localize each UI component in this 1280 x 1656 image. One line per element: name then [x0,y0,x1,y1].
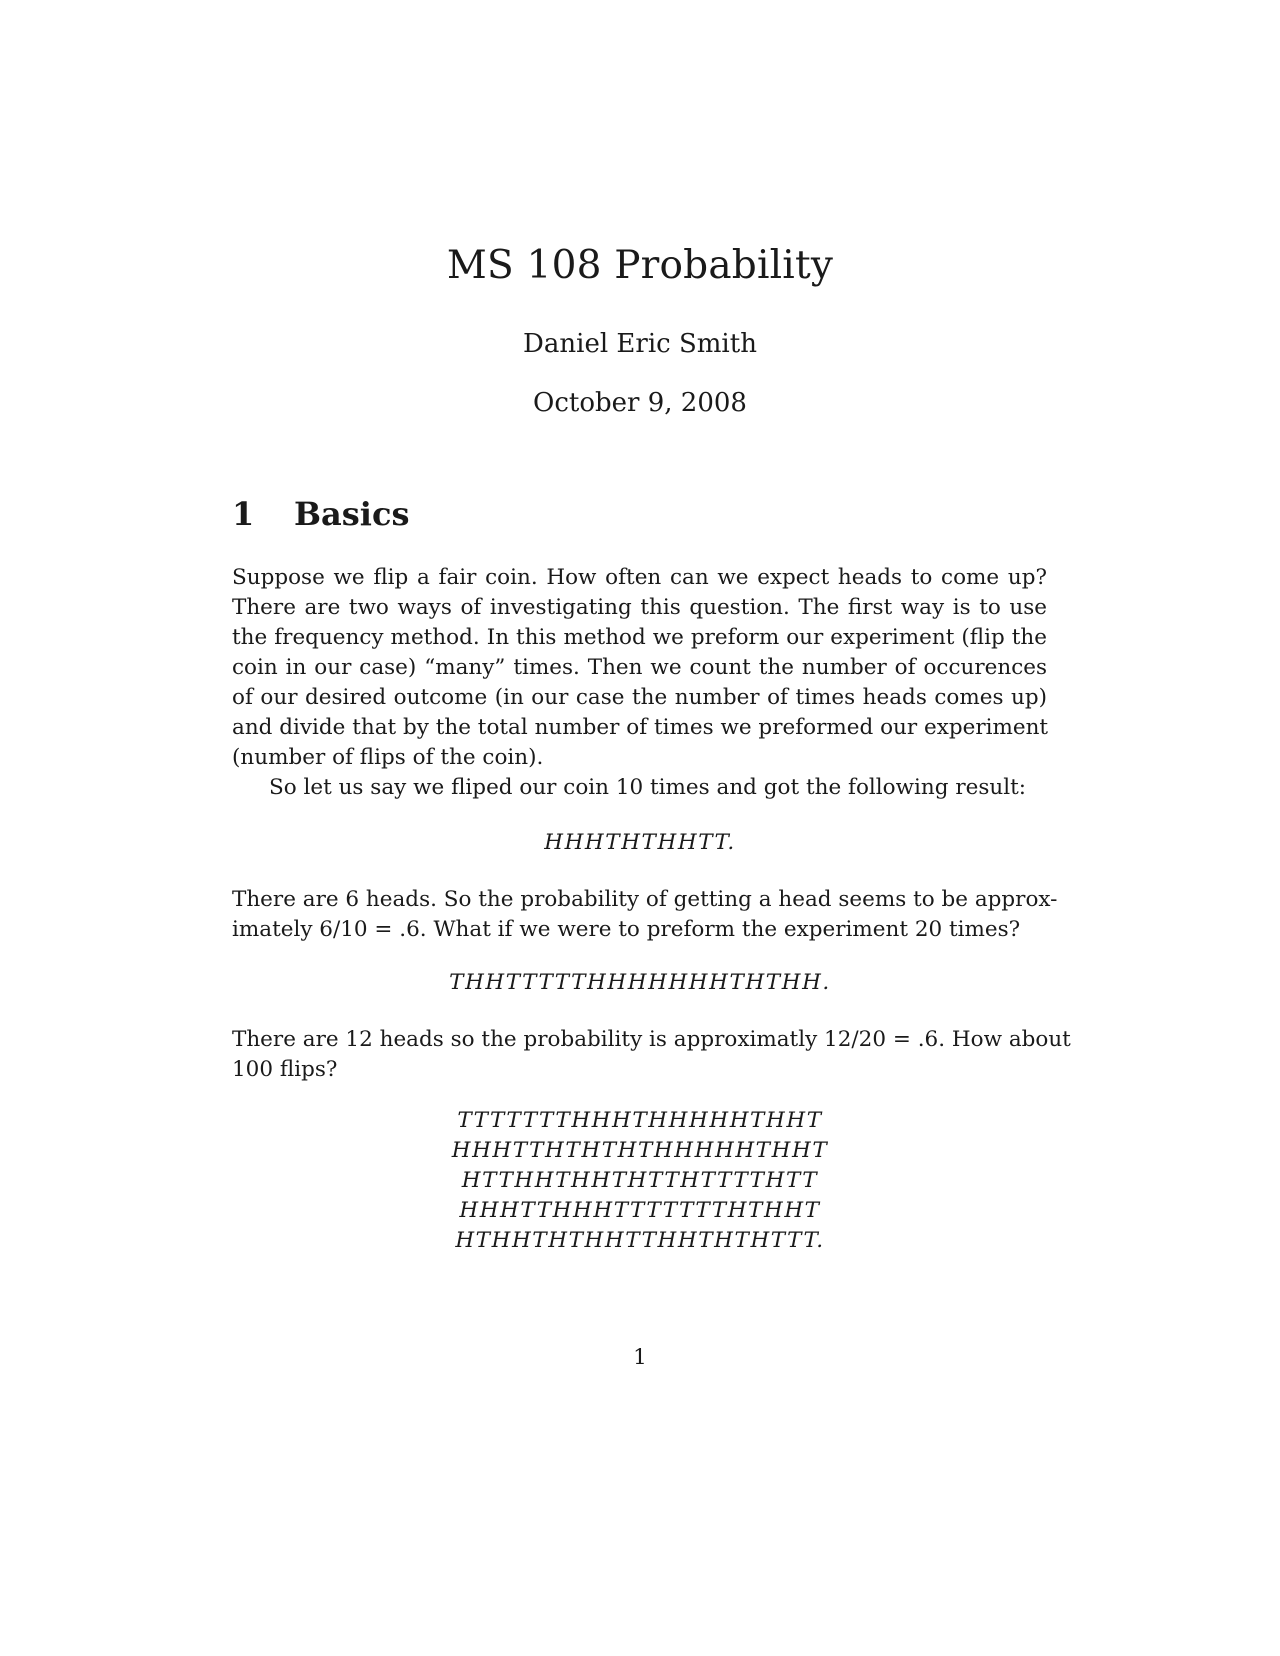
section-number: 1 [232,495,255,533]
sequence-10-flips: HHHTHTHHTT. [544,830,736,855]
paragraph-ten-flips [232,885,1058,945]
paragraph-line: the frequency method. In this method we preform our experiment (flip the [232,625,1047,650]
paragraph-intro [232,563,1047,803]
sequence-20-flips: THHTTTTTHHHHHHHTHTHH. [449,970,831,995]
sequence-row: TTTTTTTHHHTHHHHHTHHT [457,1108,823,1133]
paragraph-line: imately 6/10 = .6. What if we were to preform the experiment 20 times? [232,917,1021,942]
paragraph-line: There are two ways of investigating this question. The first way is to use [232,595,1047,620]
paragraph-line: 100 flips? [232,1057,338,1082]
document-title: MS 108 Probability [446,243,834,288]
sequence-row: HTTHHTHHTHTTHTTTTHTT [461,1168,819,1193]
paragraph-line: coin in our case) “many” times. Then we count the number of occurences [232,655,1047,680]
sequence-row: HHHTTHHHTTTTTTTHTHHT [459,1198,821,1223]
paragraph-line: There are 6 heads. So the probability of getting a head seems to be approx- [232,887,1058,912]
page-number: 1 [633,1345,647,1370]
paragraph-line: of our desired outcome (in our case the number of times heads comes up) [232,685,1047,710]
paragraph-line: So let us say we fliped our coin 10 times and got the following result: [269,775,1026,800]
section-title: Basics [294,495,410,533]
sequence-row: HTHHTHTHHTTHHTHTHTTT. [455,1228,825,1253]
document-author: Daniel Eric Smith [523,329,757,359]
paragraph-line: Suppose we flip a fair coin. How often can we expect heads to come up? [232,565,1047,590]
paragraph-line: (number of flips of the coin). [232,745,544,770]
paragraph-twenty-flips [232,1025,1071,1085]
paragraph-line: There are 12 heads so the probability is approximatly 12/20 = .6. How about [232,1027,1071,1052]
paragraph-line: and divide that by the total number of times we preformed our experiment [232,715,1049,740]
sequence-row: HHHTTHTHTHTHHHHHTHHT [451,1138,829,1163]
section-heading [232,495,409,533]
document-date: October 9, 2008 [533,388,747,418]
sequence-100-flips [0,1106,1280,1256]
